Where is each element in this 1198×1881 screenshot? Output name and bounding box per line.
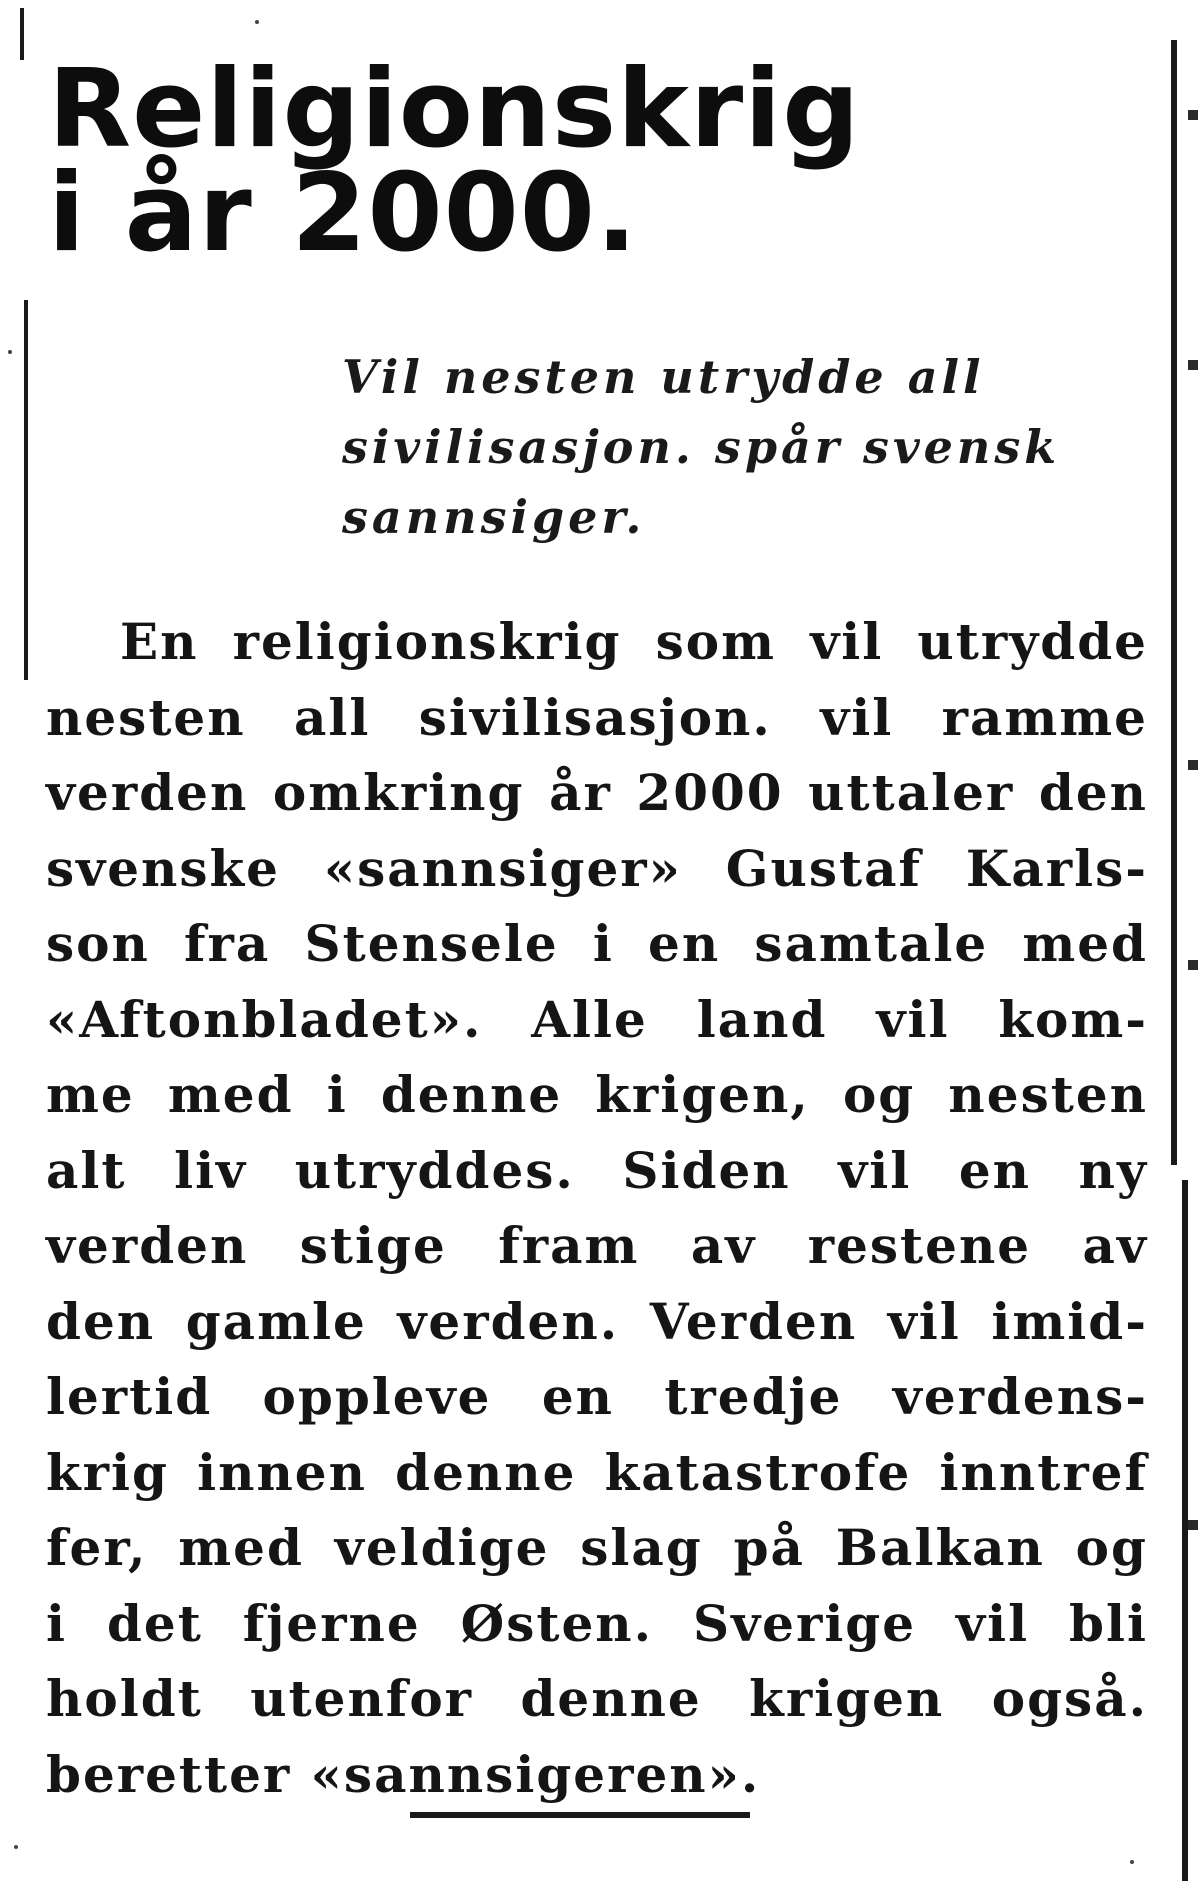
body-line: i det fjerne Østen. Sverige vil bli — [46, 1593, 1148, 1653]
body-line: alt liv utryddes. Siden vil en ny — [46, 1140, 1148, 1200]
body-line: son fra Stensele i en samtale med — [46, 914, 1148, 973]
headline-line: Religionskrig — [48, 47, 861, 172]
column-rule-right-top — [1171, 40, 1177, 1165]
body-line: verden omkring år 2000 uttaler den — [46, 763, 1148, 822]
body-line: krig innen denne katastrofe inntref — [46, 1442, 1148, 1502]
body-line: svenske «sannsiger» Gustaf Karls- — [46, 838, 1148, 898]
print-speck — [8, 350, 12, 354]
subheadline-line: sannsiger. — [342, 490, 646, 544]
adjacent-column-fragment — [1188, 760, 1198, 770]
headline — [48, 47, 1148, 276]
article-end-rule — [410, 1812, 750, 1818]
body-line: holdt utenfor denne krigen også. — [46, 1669, 1148, 1728]
body-line: nesten all sivilisasjon. vil ramme — [46, 687, 1148, 747]
body-line: beretter «sannsigeren». — [46, 1744, 761, 1804]
body-line: me med i denne krigen, og nesten — [46, 1065, 1148, 1124]
adjacent-column-fragment — [1188, 360, 1198, 370]
adjacent-column-fragment — [1188, 960, 1198, 970]
subheadline-line: Vil nesten utrydde all — [342, 350, 985, 404]
print-speck — [14, 1845, 18, 1849]
subheadline-line: sivilisasjon. spår svensk — [342, 420, 1061, 474]
column-rule-left-top — [20, 8, 24, 60]
adjacent-column-fragment — [1188, 1520, 1198, 1530]
column-rule-left — [24, 300, 28, 680]
body-line: «Aftonbladet». Alle land vil kom- — [46, 989, 1148, 1049]
adjacent-column-fragment — [1188, 110, 1198, 120]
body-line: den gamle verden. Verden vil imid- — [46, 1291, 1148, 1351]
subheadline — [342, 342, 1142, 552]
print-speck — [255, 20, 259, 24]
headline-line: i år 2000. — [48, 151, 638, 276]
body-line: verden stige fram av restene av — [46, 1216, 1148, 1275]
body-line: fer, med veldige slag på Balkan og — [46, 1518, 1148, 1577]
body-line: En religionskrig som vil utrydde — [120, 612, 1148, 671]
body-line: lertid oppleve en tredje verdens- — [46, 1367, 1148, 1426]
column-rule-right-bottom — [1182, 1180, 1188, 1881]
print-speck — [1130, 1860, 1134, 1864]
article-body — [46, 604, 1148, 1812]
